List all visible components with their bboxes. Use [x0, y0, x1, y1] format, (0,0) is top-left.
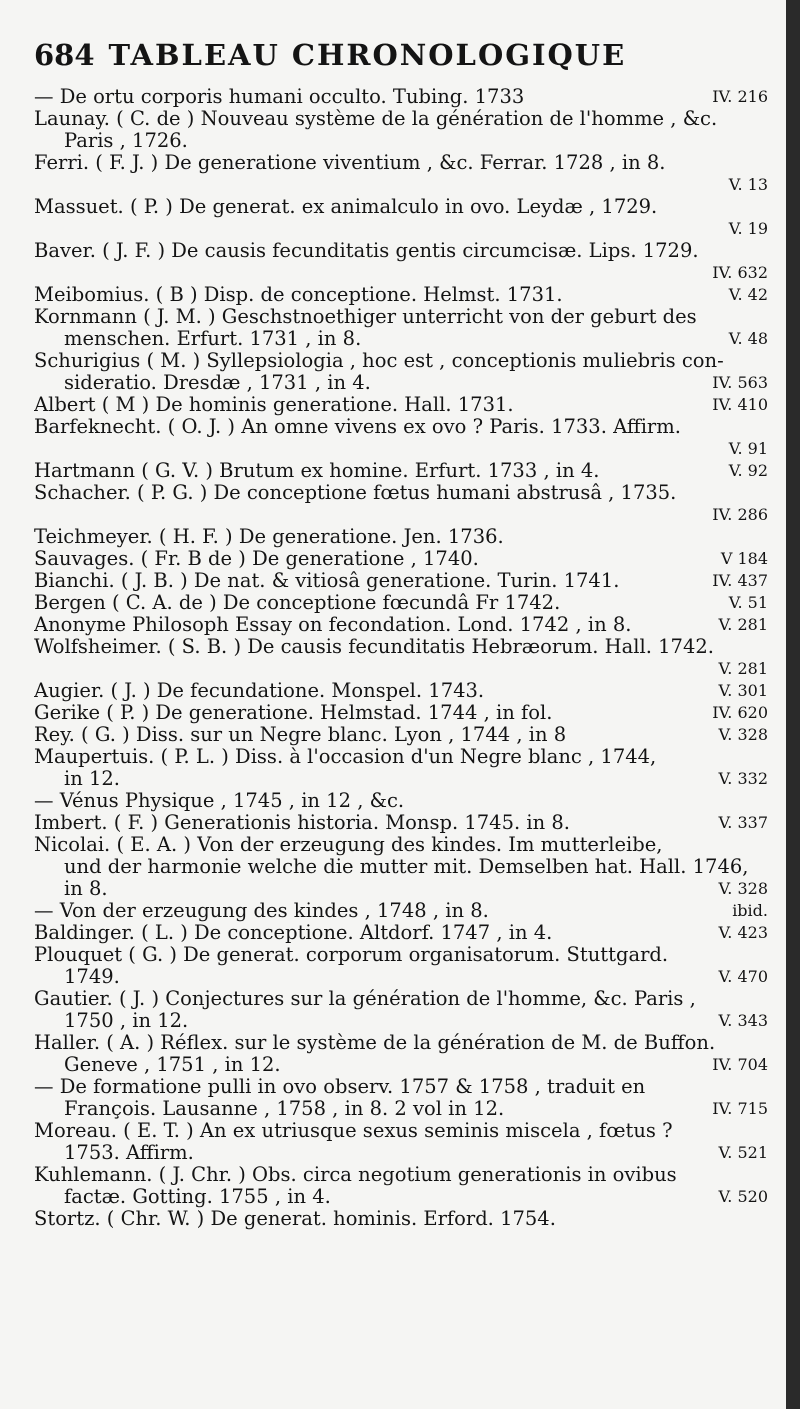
volume-page-reference: V. 19 [725, 218, 768, 240]
entry-line [34, 548, 772, 570]
bibliography-entry [34, 922, 772, 944]
entry-line [34, 702, 772, 724]
entry-line [34, 306, 772, 328]
entry-text: François. Lausanne , 1758 , in 8. 2 vol in 12. [64, 1098, 505, 1120]
bibliography-entry [34, 790, 772, 812]
volume-page-reference: V. 343 [715, 1010, 768, 1032]
entry-line [34, 658, 772, 680]
volume-page-reference: V. 423 [715, 922, 768, 944]
bibliography-entry [34, 724, 772, 746]
volume-page-reference: IV. 715 [708, 1098, 768, 1120]
volume-page-reference: V. 42 [725, 284, 768, 306]
entry-line [34, 482, 772, 504]
bibliography-entry [34, 614, 772, 636]
entry-line [34, 526, 772, 548]
volume-page-reference: V. 92 [725, 460, 768, 482]
entry-line [34, 680, 772, 702]
entry-line [34, 416, 772, 438]
entry-line [34, 1208, 772, 1230]
bibliography-entry [34, 416, 772, 460]
entry-text: in 8. [64, 878, 108, 900]
volume-page-reference: IV. 286 [708, 504, 768, 526]
bibliography-entry [34, 746, 772, 790]
entry-text: Schacher. ( P. G. ) De conceptione fœtus humani abstrusâ , 1735. [34, 482, 677, 504]
volume-page-reference: V. 301 [715, 680, 768, 702]
entry-text: Geneve , 1751 , in 12. [64, 1054, 281, 1076]
entry-text: sideratio. Dresdæ , 1731 , in 4. [64, 372, 371, 394]
entry-line [34, 636, 772, 658]
volume-page-reference: V. 51 [725, 592, 768, 614]
bibliography-entry [34, 526, 772, 548]
volume-page-reference: V. 521 [715, 1142, 768, 1164]
volume-page-reference: IV. 410 [708, 394, 768, 416]
entry-line [34, 1142, 772, 1164]
entry-text: Stortz. ( Chr. W. ) De generat. hominis. Erford. 1754. [34, 1208, 556, 1230]
bibliography-entry [34, 1164, 772, 1208]
entry-text: 1750 , in 12. [64, 1010, 189, 1032]
entry-text: Sauvages. ( Fr. B de ) De generatione , 1740. [34, 548, 479, 570]
entry-line [34, 218, 772, 240]
bibliography-entry [34, 1032, 772, 1076]
entry-text: in 12. [64, 768, 121, 790]
page-title: TABLEAU CHRONOLOGIQUE [108, 38, 627, 72]
volume-page-reference: V. 332 [715, 768, 768, 790]
entry-line [34, 130, 772, 152]
entry-text: Hartmann ( G. V. ) Brutum ex homine. Erfurt. 1733 , in 4. [34, 460, 600, 482]
entry-line [34, 1076, 772, 1098]
entry-text: Albert ( M ) De hominis generatione. Hall. 1731. [34, 394, 514, 416]
bibliography-entry [34, 152, 772, 196]
bibliography-entry [34, 570, 772, 592]
entry-text: Kuhlemann. ( J. Chr. ) Obs. circa negotium generationis in ovibus [34, 1164, 677, 1186]
entry-line [34, 724, 772, 746]
bibliography-entry [34, 306, 772, 350]
bibliography-entry [34, 394, 772, 416]
entry-line [34, 108, 772, 130]
entry-line [34, 1010, 772, 1032]
entry-line [34, 460, 772, 482]
bibliography-entry [34, 108, 772, 152]
entry-text: Kornmann ( J. M. ) Geschstnoethiger unterricht von der geburt des [34, 306, 697, 328]
entry-text: Baldinger. ( L. ) De conceptione. Altdorf. 1747 , in 4. [34, 922, 553, 944]
bibliography-entry [34, 86, 772, 108]
volume-page-reference: V. 337 [715, 812, 768, 834]
entry-text: Teichmeyer. ( H. F. ) De generatione. Jen. 1736. [34, 526, 504, 548]
bibliography-entry [34, 900, 772, 922]
entry-line [34, 152, 772, 174]
entry-text: — De formatione pulli in ovo observ. 1757 & 1758 , traduit en [34, 1076, 646, 1098]
volume-page-reference: IV. 704 [708, 1054, 768, 1076]
entry-line [34, 812, 772, 834]
entry-line [34, 350, 772, 372]
volume-page-reference: V. 48 [725, 328, 768, 350]
entry-text: Launay. ( C. de ) Nouveau système de la génération de l'homme , &c. [34, 108, 718, 130]
volume-page-reference: V. 13 [725, 174, 768, 196]
entry-text: Ferri. ( F. J. ) De generatione viventium , &c. Ferrar. 1728 , in 8. [34, 152, 666, 174]
entry-line [34, 1032, 772, 1054]
entry-line [34, 944, 772, 966]
entry-line [34, 768, 772, 790]
bibliography-entry [34, 636, 772, 680]
volume-page-reference: ibid. [728, 900, 768, 922]
bibliography-entry [34, 592, 772, 614]
entry-line [34, 790, 772, 812]
volume-page-reference: IV. 632 [708, 262, 768, 284]
entry-text: Meibomius. ( B ) Disp. de conceptione. Helmst. 1731. [34, 284, 563, 306]
entry-line [34, 262, 772, 284]
volume-page-reference: IV. 216 [708, 86, 768, 108]
entry-line [34, 240, 772, 262]
entry-text: Baver. ( J. F. ) De causis fecunditatis gentis circumcisæ. Lips. 1729. [34, 240, 699, 262]
entry-text: Moreau. ( E. T. ) An ex utriusque sexus seminis miscela , fœtus ? [34, 1120, 673, 1142]
entry-line [34, 438, 772, 460]
volume-page-reference: IV. 563 [708, 372, 768, 394]
entry-text: Bergen ( C. A. de ) De conceptione fœcundâ Fr 1742. [34, 592, 561, 614]
entry-text: — Von der erzeugung des kindes , 1748 , in 8. [34, 900, 489, 922]
volume-page-reference: V. 520 [715, 1186, 768, 1208]
entry-line [34, 592, 772, 614]
entry-text: Schurigius ( M. ) Syllepsiologia , hoc est , conceptionis muliebris con- [34, 350, 724, 372]
entry-text: — De ortu corporis humani occulto. Tubing. 1733 [34, 86, 525, 108]
volume-page-reference: V. 91 [725, 438, 768, 460]
volume-page-reference: V. 470 [715, 966, 768, 988]
entry-line [34, 1120, 772, 1142]
entry-text: Barfeknecht. ( O. J. ) An omne vivens ex ovo ? Paris. 1733. Affirm. [34, 416, 681, 438]
entry-text: Wolfsheimer. ( S. B. ) De causis fecunditatis Hebræorum. Hall. 1742. [34, 636, 714, 658]
volume-page-reference: V. 328 [715, 724, 768, 746]
entry-line [34, 196, 772, 218]
bibliography-entry [34, 680, 772, 702]
volume-page-reference: IV. 437 [708, 570, 768, 592]
entry-text: menschen. Erfurt. 1731 , in 8. [64, 328, 362, 350]
entry-text: Rey. ( G. ) Diss. sur un Negre blanc. Lyon , 1744 , in 8 [34, 724, 567, 746]
page-header [34, 38, 626, 72]
volume-page-reference: V. 281 [715, 658, 768, 680]
entry-line [34, 878, 772, 900]
entry-line [34, 614, 772, 636]
entry-text: Nicolai. ( E. A. ) Von der erzeugung des kindes. Im mutterleibe, [34, 834, 663, 856]
entry-line [34, 86, 772, 108]
entry-line [34, 1186, 772, 1208]
entry-text: Haller. ( A. ) Réflex. sur le système de la génération de M. de Buffon. [34, 1032, 716, 1054]
entry-text: Paris , 1726. [64, 130, 188, 152]
bibliography-entry [34, 988, 772, 1032]
bibliography-entry [34, 196, 772, 240]
entry-line [34, 900, 772, 922]
entry-text: Augier. ( J. ) De fecundatione. Monspel. 1743. [34, 680, 485, 702]
volume-page-reference: IV. 620 [708, 702, 768, 724]
entry-line [34, 372, 772, 394]
entry-text: Imbert. ( F. ) Generationis historia. Monsp. 1745. in 8. [34, 812, 570, 834]
entry-line [34, 1054, 772, 1076]
entry-text: Gerike ( P. ) De generatione. Helmstad. 1744 , in fol. [34, 702, 553, 724]
bibliography-entry [34, 702, 772, 724]
entry-line [34, 966, 772, 988]
bibliography-entry [34, 1076, 772, 1120]
bibliography-entry [34, 350, 772, 394]
entry-text: 1753. Affirm. [64, 1142, 194, 1164]
entry-line [34, 922, 772, 944]
entry-line [34, 394, 772, 416]
entry-text: Anonyme Philosoph Essay on fecondation. Lond. 1742 , in 8. [34, 614, 632, 636]
volume-page-reference: V. 281 [715, 614, 768, 636]
chronological-entries [34, 86, 772, 1230]
entry-line [34, 174, 772, 196]
bibliography-entry [34, 482, 772, 526]
bibliography-entry [34, 834, 772, 900]
entry-text: Gautier. ( J. ) Conjectures sur la génération de l'homme, &c. Paris , [34, 988, 696, 1010]
page-number: 684 [34, 38, 95, 72]
bibliography-entry [34, 1208, 772, 1230]
entry-line [34, 284, 772, 306]
entry-text: und der harmonie welche die mutter mit. Demselben hat. Hall. 1746, [64, 856, 749, 878]
entry-text: Massuet. ( P. ) De generat. ex animalculo in ovo. Leydæ , 1729. [34, 196, 658, 218]
bibliography-entry [34, 460, 772, 482]
bibliography-entry [34, 284, 772, 306]
volume-page-reference: V 184 [717, 548, 768, 570]
entry-text: Plouquet ( G. ) De generat. corporum organisatorum. Stuttgard. [34, 944, 669, 966]
entry-line [34, 504, 772, 526]
entry-line [34, 988, 772, 1010]
bibliography-entry [34, 1120, 772, 1164]
bibliography-entry [34, 548, 772, 570]
entry-text: factæ. Gotting. 1755 , in 4. [64, 1186, 331, 1208]
entry-text: — Vénus Physique , 1745 , in 12 , &c. [34, 790, 405, 812]
entry-line [34, 570, 772, 592]
bibliography-entry [34, 240, 772, 284]
volume-page-reference: V. 328 [715, 878, 768, 900]
entry-line [34, 328, 772, 350]
bibliography-entry [34, 812, 772, 834]
entry-text: Maupertuis. ( P. L. ) Diss. à l'occasion d'un Negre blanc , 1744, [34, 746, 657, 768]
entry-line [34, 746, 772, 768]
entry-text: Bianchi. ( J. B. ) De nat. & vitiosâ generatione. Turin. 1741. [34, 570, 620, 592]
entry-line [34, 856, 772, 878]
entry-line [34, 834, 772, 856]
entry-line [34, 1164, 772, 1186]
entry-line [34, 1098, 772, 1120]
bibliography-entry [34, 944, 772, 988]
entry-text: 1749. [64, 966, 120, 988]
